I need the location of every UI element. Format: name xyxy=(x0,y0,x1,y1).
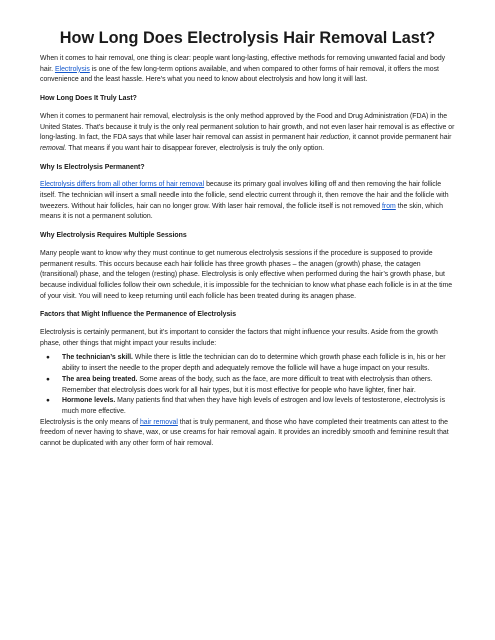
list-item xyxy=(40,375,455,396)
intro-text-start: When it comes to hair removal, one thing is clear: people want long-lasting, effective methods for removing unwanted facial and body hair. xyxy=(40,55,446,73)
section-heading-factors: Factors that Might Influence the Permanence of Electrolysis xyxy=(40,311,237,319)
closing-paragraph xyxy=(40,418,455,450)
closing-text-1: Electrolysis is the only means of xyxy=(40,418,140,426)
bullet-label: Hormone levels. xyxy=(62,397,116,405)
list-item xyxy=(40,353,455,374)
list-item xyxy=(40,396,455,417)
intro-paragraph xyxy=(40,54,455,86)
emphasis-removal: removal. xyxy=(40,144,67,152)
section-heading-why-permanent: Why Is Electrolysis Permanent? xyxy=(40,163,145,171)
bullet-icon: ● xyxy=(46,397,50,405)
bullet-label: The technician’s skill. xyxy=(62,354,133,362)
intro-text-end: is one of the few long-term options available, and when compared to other forms of hair removal, it offers the most convenience and the least hassle. Here’s what you need to know about electrolysis and how long it will last. xyxy=(40,65,439,84)
section-heading-multiple-sessions: Why Electrolysis Requires Multiple Sessions xyxy=(40,232,187,240)
bullet-icon: ● xyxy=(46,354,50,362)
how-long-text-1: When it comes to permanent hair removal, electrolysis is the only method approved by the Food and Drug Administration (FDA) in the United States. That’s because it truly is the only real permanent solution to hair growth, and not even laser hair removal is as effective or long-lasting. In fact, the FDA says that while laser hair removal can assist in permanent hair xyxy=(40,112,455,142)
emphasis-reduction: reduction xyxy=(320,134,349,142)
bullet-text: While there is little the technician can do to determine which growth phase each follicle is in, his or her ability to insert the needle to the proper depth and adequately remove the follicle will have a huge impact on your results. xyxy=(62,354,446,373)
section-paragraph-factors: Electrolysis is certainly permanent, but it’s important to consider the factors that might influence your results. Aside from the growth phase, other things that might impact your results include: xyxy=(40,329,438,347)
from-link[interactable]: from xyxy=(382,202,396,210)
bullet-text: Many patients find that when they have high levels of estrogen and low levels of testosterone, electrolysis is much more effective. xyxy=(62,397,446,415)
section-paragraph-why-permanent xyxy=(40,180,455,223)
section-paragraph-multiple-sessions: Many people want to know why they must continue to get numerous electrolysis sessions if the procedure is supposed to provide permanent results. This occurs because each hair follicle has three growth phases – the anagen (growth) phase, the catagen (transitional) phase, and the telogen (resting) phase. Electrolysis is only effective when performed during the hair’s growth phase, but because individual follicles follow their own schedule, it is impossible for the technician to know what phase each follicle is in at the time of your visit. You will need to keep returning until each follicle has been treated during its anagen phase. xyxy=(40,249,453,300)
electrolysis-link[interactable]: Electrolysis xyxy=(54,65,90,73)
hair-removal-link[interactable]: hair removal xyxy=(139,418,178,426)
electrolysis-differs-link[interactable]: Electrolysis differs from all other forms of hair removal xyxy=(40,181,205,189)
why-permanent-text-1: because its primary goal involves killing off and then removing the hair follicle itself. The technician will insert a small needle into the follicle, send electric current through it, then remove the hair and the follicle with tweezers. Without hair follicles, hair can no longer grow. With laser hair removal, the follicle itself is not removed xyxy=(40,181,449,210)
how-long-text-3: That means if you want hair to disappear forever, electrolysis is truly the only option. xyxy=(66,144,325,152)
section-paragraph-how-long xyxy=(40,112,455,155)
bullet-icon: ● xyxy=(46,375,50,383)
bullet-label: The area being treated. xyxy=(62,375,138,383)
section-heading-how-long: How Long Does It Truly Last? xyxy=(40,95,137,103)
why-permanent-text-2: the skin, which means it is not a permanent solution. xyxy=(40,202,443,221)
how-long-text-2: , it cannot provide permanent hair xyxy=(348,134,452,142)
bullet-text: Some areas of the body, such as the face, are more difficult to treat with electrolysis than others. Remember that electrolysis does work for all hair types, but it is most effective for people who have lighter, finer hair. xyxy=(62,375,433,394)
closing-text-2: that is truly permanent, and those who have completed their treatments can attest to the freedom of never having to shave, wax, or use creams for hair removal again. It provides an incredibly smooth and feminine result that cannot be duplicated with any other form of hair removal. xyxy=(40,418,449,448)
page-title: How Long Does Electrolysis Hair Removal Last? xyxy=(59,29,436,47)
factors-list xyxy=(40,353,455,417)
